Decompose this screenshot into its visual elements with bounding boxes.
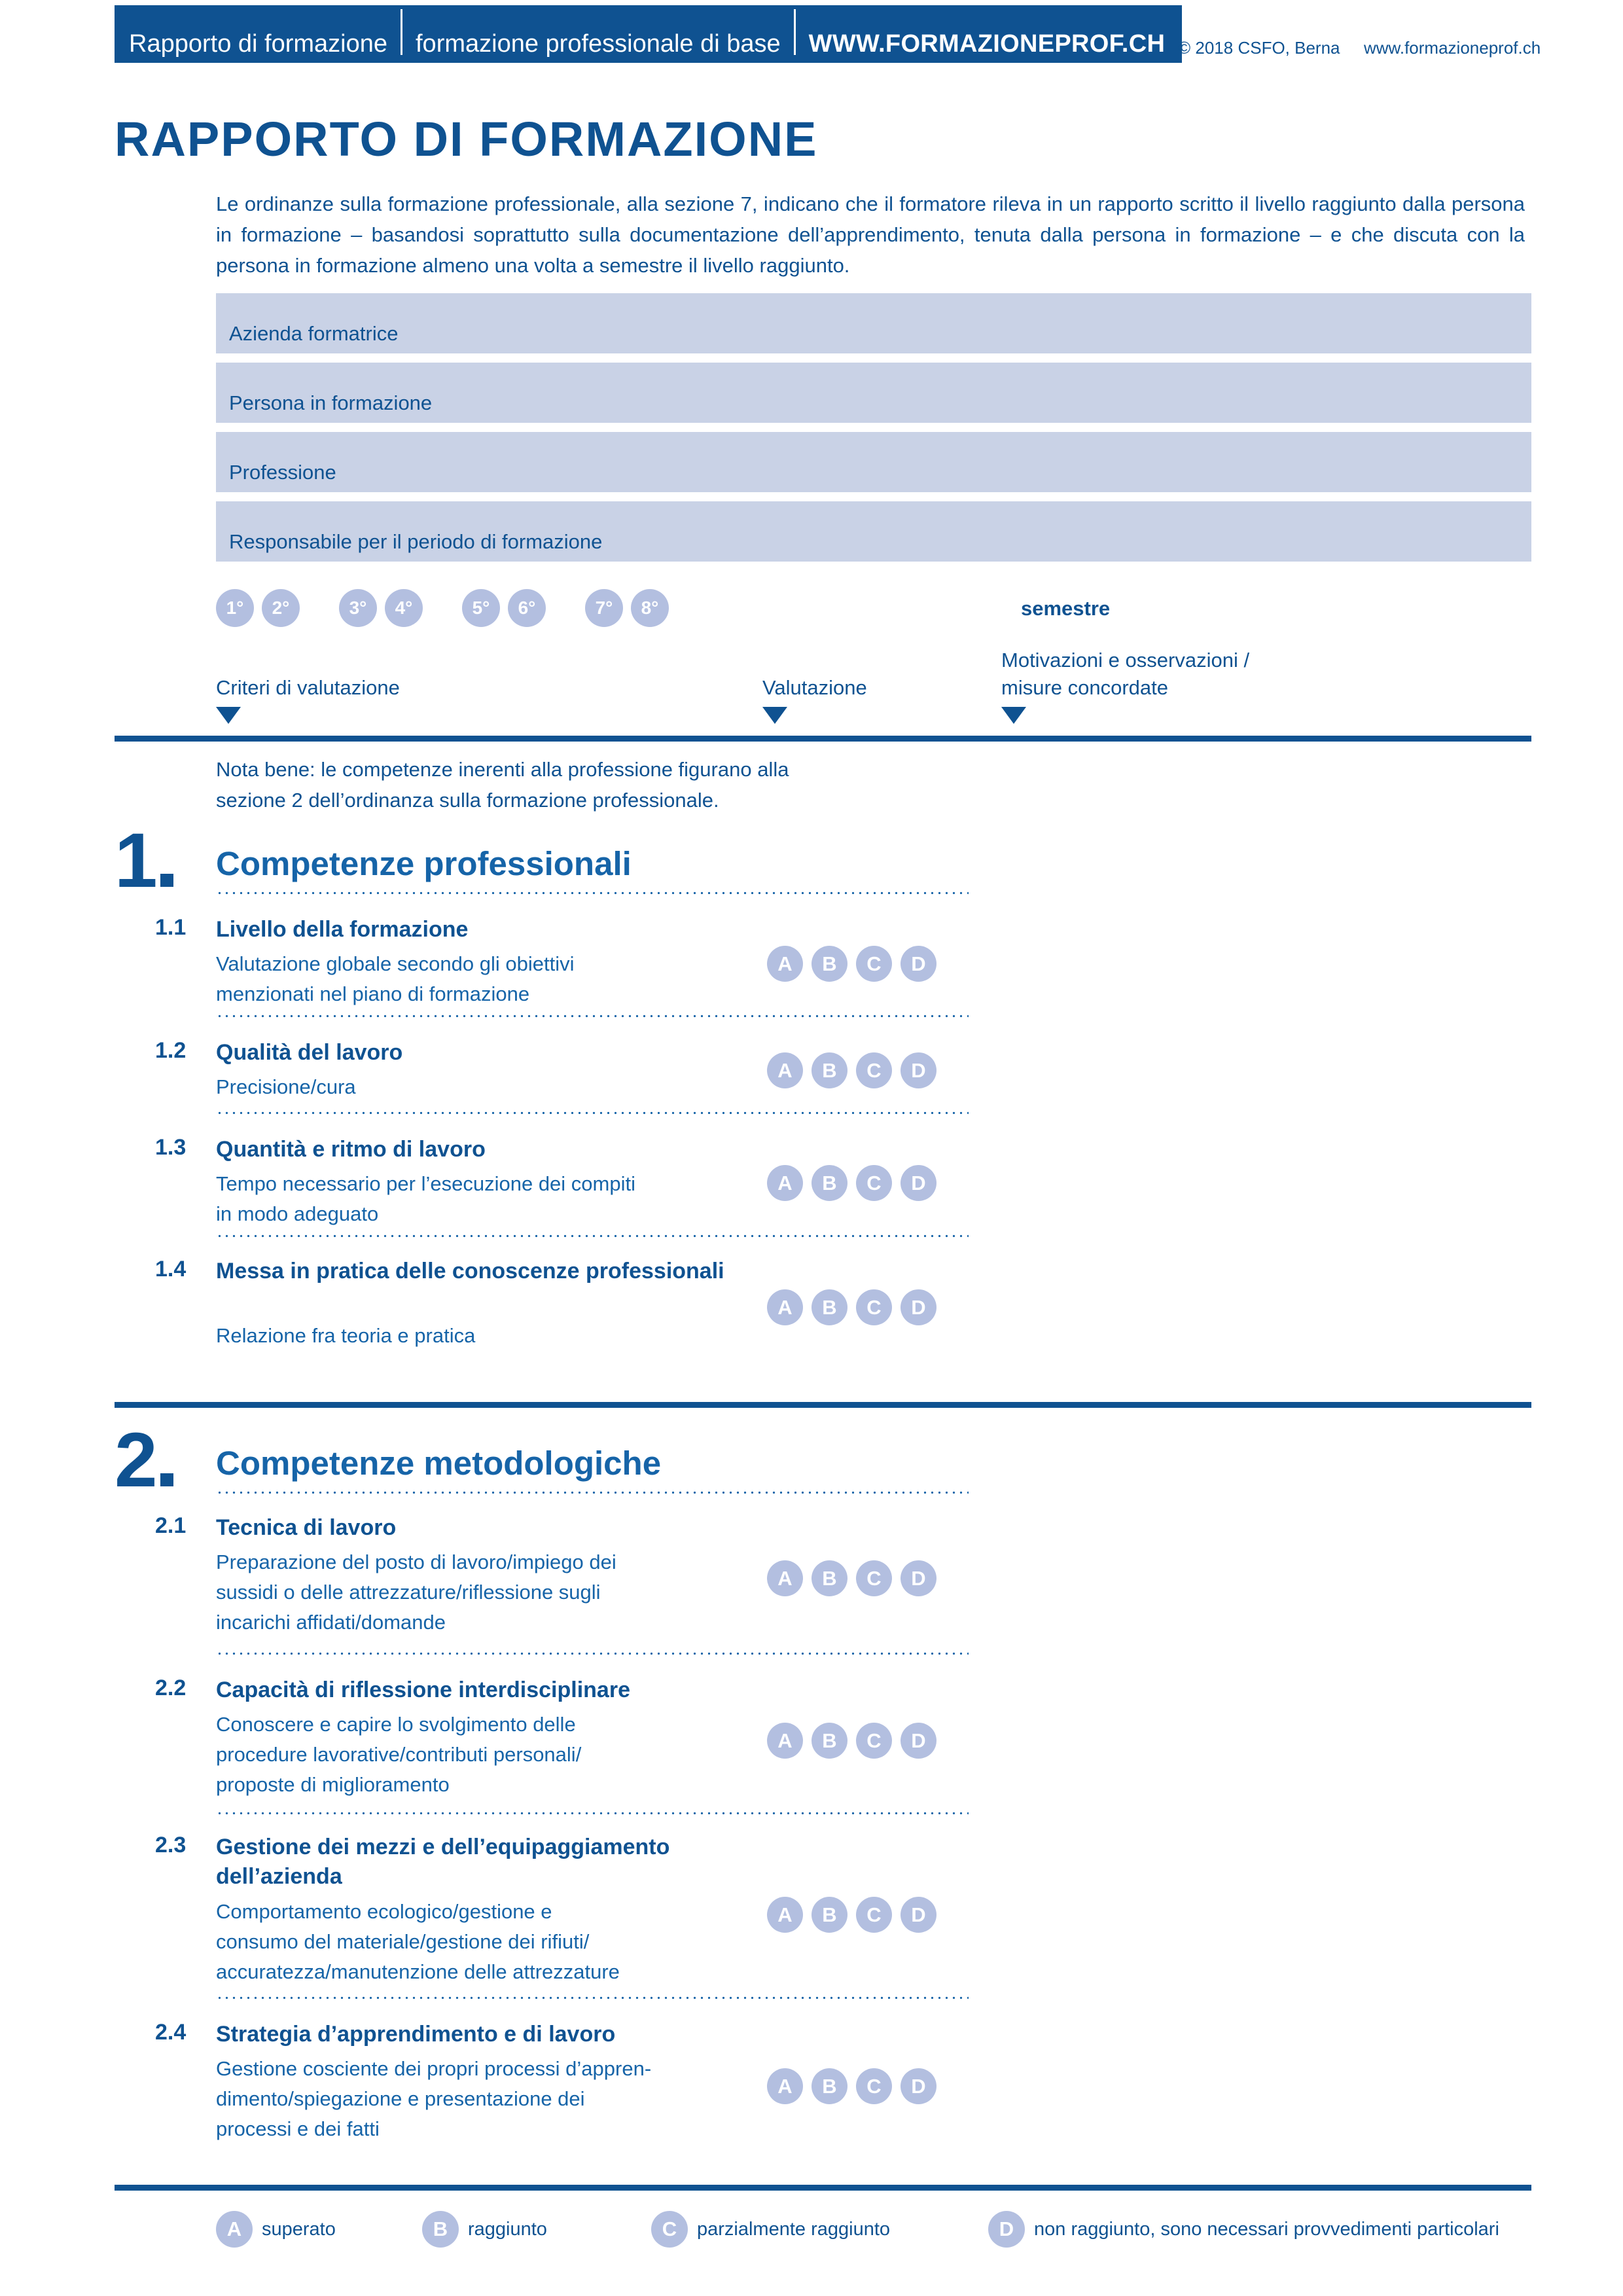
semester-circle-2[interactable]: 2° <box>262 589 300 627</box>
item-desc-line: menzionati nel piano di formazione <box>216 982 530 1005</box>
nota-bene <box>216 754 1001 816</box>
grade-option-b[interactable]: B <box>812 1723 847 1759</box>
section-2-number <box>115 1417 173 1503</box>
field-azienda-formatrice[interactable] <box>216 293 1531 353</box>
grade-option-b[interactable]: B <box>812 1560 847 1596</box>
grade-selector-2-3 <box>767 1897 936 1933</box>
field-persona-in-formazione[interactable] <box>216 363 1531 423</box>
field-label: Persona in formazione <box>229 391 433 414</box>
semester-circle-5[interactable]: 5° <box>462 589 500 627</box>
grade-option-d[interactable]: D <box>901 946 936 982</box>
column-header-remarks <box>1001 647 1249 702</box>
grade-option-d[interactable]: D <box>901 1560 936 1596</box>
grade-option-c[interactable]: C <box>856 1723 892 1759</box>
item-desc-line: sussidi o delle attrezzature/riflessione sugli <box>216 1581 601 1604</box>
item-number-1-2: 1.2 <box>155 1038 187 1063</box>
item-title-2-4: Strategia d’apprendimento e di lavoro <box>216 2022 616 2047</box>
divider-section-2 <box>115 1402 1531 1408</box>
grade-selector-1-4 <box>767 1289 936 1325</box>
item-desc-line: Conoscere e capire lo svolgimento delle <box>216 1713 576 1736</box>
dotted-rule <box>216 891 969 895</box>
dotted-rule <box>216 1812 969 1815</box>
item-title-1-1: Livello della formazione <box>216 917 469 942</box>
item-desc-1-4 <box>216 1321 805 1351</box>
grade-option-a[interactable]: A <box>767 1052 803 1088</box>
semester-label: semestre <box>1021 597 1111 620</box>
item-desc-line: processi e dei fatti <box>216 2117 380 2140</box>
semester-circle-8[interactable]: 8° <box>631 589 669 627</box>
semester-circle-1[interactable]: 1° <box>216 589 254 627</box>
grade-option-b[interactable]: B <box>812 1289 847 1325</box>
website-text[interactable]: www.formazioneprof.ch <box>1363 38 1541 58</box>
legend-circle-a: A <box>216 2211 253 2248</box>
dotted-rule <box>216 1014 969 1018</box>
column-header-remarks-line2: misure concordate <box>1001 676 1169 699</box>
field-responsabile-periodo[interactable] <box>216 501 1531 562</box>
grade-option-c[interactable]: C <box>856 1052 892 1088</box>
item-number-2-2: 2.2 <box>155 1676 187 1700</box>
header-segment-report: Rapporto di formazione <box>129 30 387 58</box>
legend-entry-a <box>216 2211 336 2248</box>
legend-entry-c <box>651 2211 890 2248</box>
copyright-line <box>1178 38 1541 58</box>
grade-option-a[interactable]: A <box>767 1897 803 1933</box>
item-desc-2-3 <box>216 1897 844 1987</box>
grade-selector-2-1 <box>767 1560 936 1596</box>
field-label: Responsabile per il periodo di formazione <box>229 530 603 553</box>
item-title-1-4: Messa in pratica delle conoscenze professionali <box>216 1259 724 1283</box>
legend-entry-d <box>988 2211 1499 2248</box>
item-number-1-4: 1.4 <box>155 1257 187 1282</box>
section-2-square-marker <box>160 1473 173 1486</box>
item-desc-2-4 <box>216 2054 857 2144</box>
item-title-2-3: Gestione dei mezzi e dell’equipaggiamento dell’azienda <box>216 1835 670 1889</box>
grade-option-a[interactable]: A <box>767 1165 803 1201</box>
item-title-1-3: Quantità e ritmo di lavoro <box>216 1137 486 1162</box>
grade-option-c[interactable]: C <box>856 1897 892 1933</box>
item-desc-line: dimento/spiegazione e presentazione dei <box>216 2087 585 2110</box>
section-1-square-marker <box>160 874 173 887</box>
grade-option-b[interactable]: B <box>812 2068 847 2104</box>
nota-line-1: Nota bene: le competenze inerenti alla professione figurano alla <box>216 758 789 781</box>
nota-line-2: sezione 2 dell’ordinanza sulla formazione professionale. <box>216 789 719 812</box>
field-professione[interactable] <box>216 432 1531 492</box>
grade-option-a[interactable]: A <box>767 1560 803 1596</box>
item-desc-2-1 <box>216 1547 844 1638</box>
item-desc-line: proposte di miglioramento <box>216 1773 450 1796</box>
grade-option-a[interactable]: A <box>767 1723 803 1759</box>
item-desc-line: consumo del materiale/gestione dei rifiuti/ <box>216 1930 590 1953</box>
copyright-text: © 2018 CSFO, Berna <box>1178 38 1340 58</box>
column-header-evaluation: Valutazione <box>762 676 867 699</box>
grade-option-c[interactable]: C <box>856 1165 892 1201</box>
divider-footer <box>115 2185 1531 2191</box>
grade-option-a[interactable]: A <box>767 1289 803 1325</box>
dotted-rule <box>216 1996 969 2000</box>
legend-text-a: superato <box>262 2218 336 2240</box>
grade-option-d[interactable]: D <box>901 1165 936 1201</box>
field-label: Azienda formatrice <box>229 322 399 345</box>
grade-option-c[interactable]: C <box>856 1560 892 1596</box>
item-desc-line: Precisione/cura <box>216 1075 356 1098</box>
item-desc-line: procedure lavorative/contributi personali/ <box>216 1743 582 1766</box>
grade-option-c[interactable]: C <box>856 946 892 982</box>
item-desc-1-3 <box>216 1169 844 1229</box>
legend-text-b: raggiunto <box>468 2218 547 2240</box>
grade-option-d[interactable]: D <box>901 1897 936 1933</box>
intro-paragraph: Le ordinanze sulla formazione professionale, alla sezione 7, indicano che il formatore rileva in un rapporto scritto il livello raggiunto dalla persona in formazione – basandosi soprattutto sulla documentazione dell’apprendimento, tenuta dalla persona in formazione – e che discuta con la persona in formazione almeno una volta a semestre il livello raggiunto. <box>216 192 1525 277</box>
semester-circle-4[interactable]: 4° <box>385 589 423 627</box>
grade-option-d[interactable]: D <box>901 1289 936 1325</box>
header-banner <box>115 5 1182 63</box>
grade-option-b[interactable]: B <box>812 1897 847 1933</box>
triangle-down-icon-remarks <box>1001 707 1026 724</box>
grade-option-a[interactable]: A <box>767 2068 803 2104</box>
item-desc-1-1 <box>216 949 805 1009</box>
item-desc-line: Tempo necessario per l’esecuzione dei compiti <box>216 1172 635 1195</box>
legend-circle-b: B <box>422 2211 459 2248</box>
item-desc-line: incarichi affidati/domande <box>216 1611 446 1634</box>
item-desc-line: Relazione fra teoria e pratica <box>216 1324 476 1347</box>
item-desc-line: Preparazione del posto di lavoro/impiego dei <box>216 1551 616 1573</box>
triangle-down-icon-evaluation <box>762 707 787 724</box>
legend-circle-d: D <box>988 2211 1025 2248</box>
grade-selector-2-4 <box>767 2068 936 2104</box>
grade-selector-1-2 <box>767 1052 936 1088</box>
section-2-digit: 2 <box>115 1417 156 1503</box>
semester-circle-3[interactable]: 3° <box>339 589 377 627</box>
item-desc-2-2 <box>216 1710 844 1800</box>
item-desc-line: accuratezza/manutenzione delle attrezzature <box>216 1960 620 1983</box>
section-1-digit: 1 <box>115 817 156 904</box>
grade-option-b[interactable]: B <box>812 1052 847 1088</box>
item-desc-line: Valutazione globale secondo gli obiettivi <box>216 952 575 975</box>
item-desc-1-2 <box>216 1072 805 1102</box>
grade-selector-2-2 <box>767 1723 936 1759</box>
item-number-2-3: 2.3 <box>155 1833 187 1857</box>
section-1-number <box>115 817 173 904</box>
page-title: RAPPORTO DI FORMAZIONE <box>115 112 818 166</box>
grade-option-d[interactable]: D <box>901 2068 936 2104</box>
item-number-1-3: 1.3 <box>155 1135 187 1160</box>
header-segment-url[interactable]: WWW.FORMAZIONEPROF.CH <box>808 30 1166 58</box>
grade-option-d[interactable]: D <box>901 1723 936 1759</box>
section-2-title: Competenze metodologiche <box>216 1444 662 1482</box>
grade-option-b[interactable]: B <box>812 946 847 982</box>
item-number-2-4: 2.4 <box>155 2020 187 2045</box>
item-title-2-1: Tecnica di lavoro <box>216 1515 397 1540</box>
grade-option-c[interactable]: C <box>856 1289 892 1325</box>
item-number-2-1: 2.1 <box>155 1513 187 1538</box>
item-desc-line: Gestione cosciente dei propri processi d’appren- <box>216 2057 652 2080</box>
item-title-1-2: Qualità del lavoro <box>216 1040 403 1065</box>
legend-entry-b <box>422 2211 547 2248</box>
semester-circle-6[interactable]: 6° <box>508 589 546 627</box>
dotted-rule <box>216 1234 969 1238</box>
item-number-1-1: 1.1 <box>155 915 187 940</box>
dotted-rule <box>216 1111 969 1115</box>
dotted-rule <box>216 1491 969 1494</box>
item-desc-line: Comportamento ecologico/gestione e <box>216 1900 552 1923</box>
grade-option-b[interactable]: B <box>812 1165 847 1201</box>
semester-circle-7[interactable]: 7° <box>585 589 623 627</box>
dotted-rule <box>216 1652 969 1655</box>
legend-circle-c: C <box>651 2211 688 2248</box>
grade-option-d[interactable]: D <box>901 1052 936 1088</box>
column-header-remarks-line1: Motivazioni e osservazioni / <box>1001 649 1250 672</box>
triangle-down-icon-criteria <box>216 707 241 724</box>
grade-option-c[interactable]: C <box>856 2068 892 2104</box>
grade-selector-1-3 <box>767 1165 936 1201</box>
legend-text-d: non raggiunto, sono necessari provvedimenti particolari <box>1034 2218 1499 2240</box>
item-desc-line: in modo adeguato <box>216 1202 379 1225</box>
divider-top <box>115 736 1531 742</box>
section-1-title: Competenze professionali <box>216 845 632 882</box>
header-segment-vet: formazione professionale di base <box>416 30 781 58</box>
field-label: Professione <box>229 461 336 484</box>
column-header-criteria: Criteri di valutazione <box>216 676 400 699</box>
legend-text-c: parzialmente raggiunto <box>697 2218 891 2240</box>
grade-selector-1-1 <box>767 946 936 982</box>
item-title-2-2: Capacità di riflessione interdisciplinare <box>216 1677 630 1702</box>
grade-option-a[interactable]: A <box>767 946 803 982</box>
